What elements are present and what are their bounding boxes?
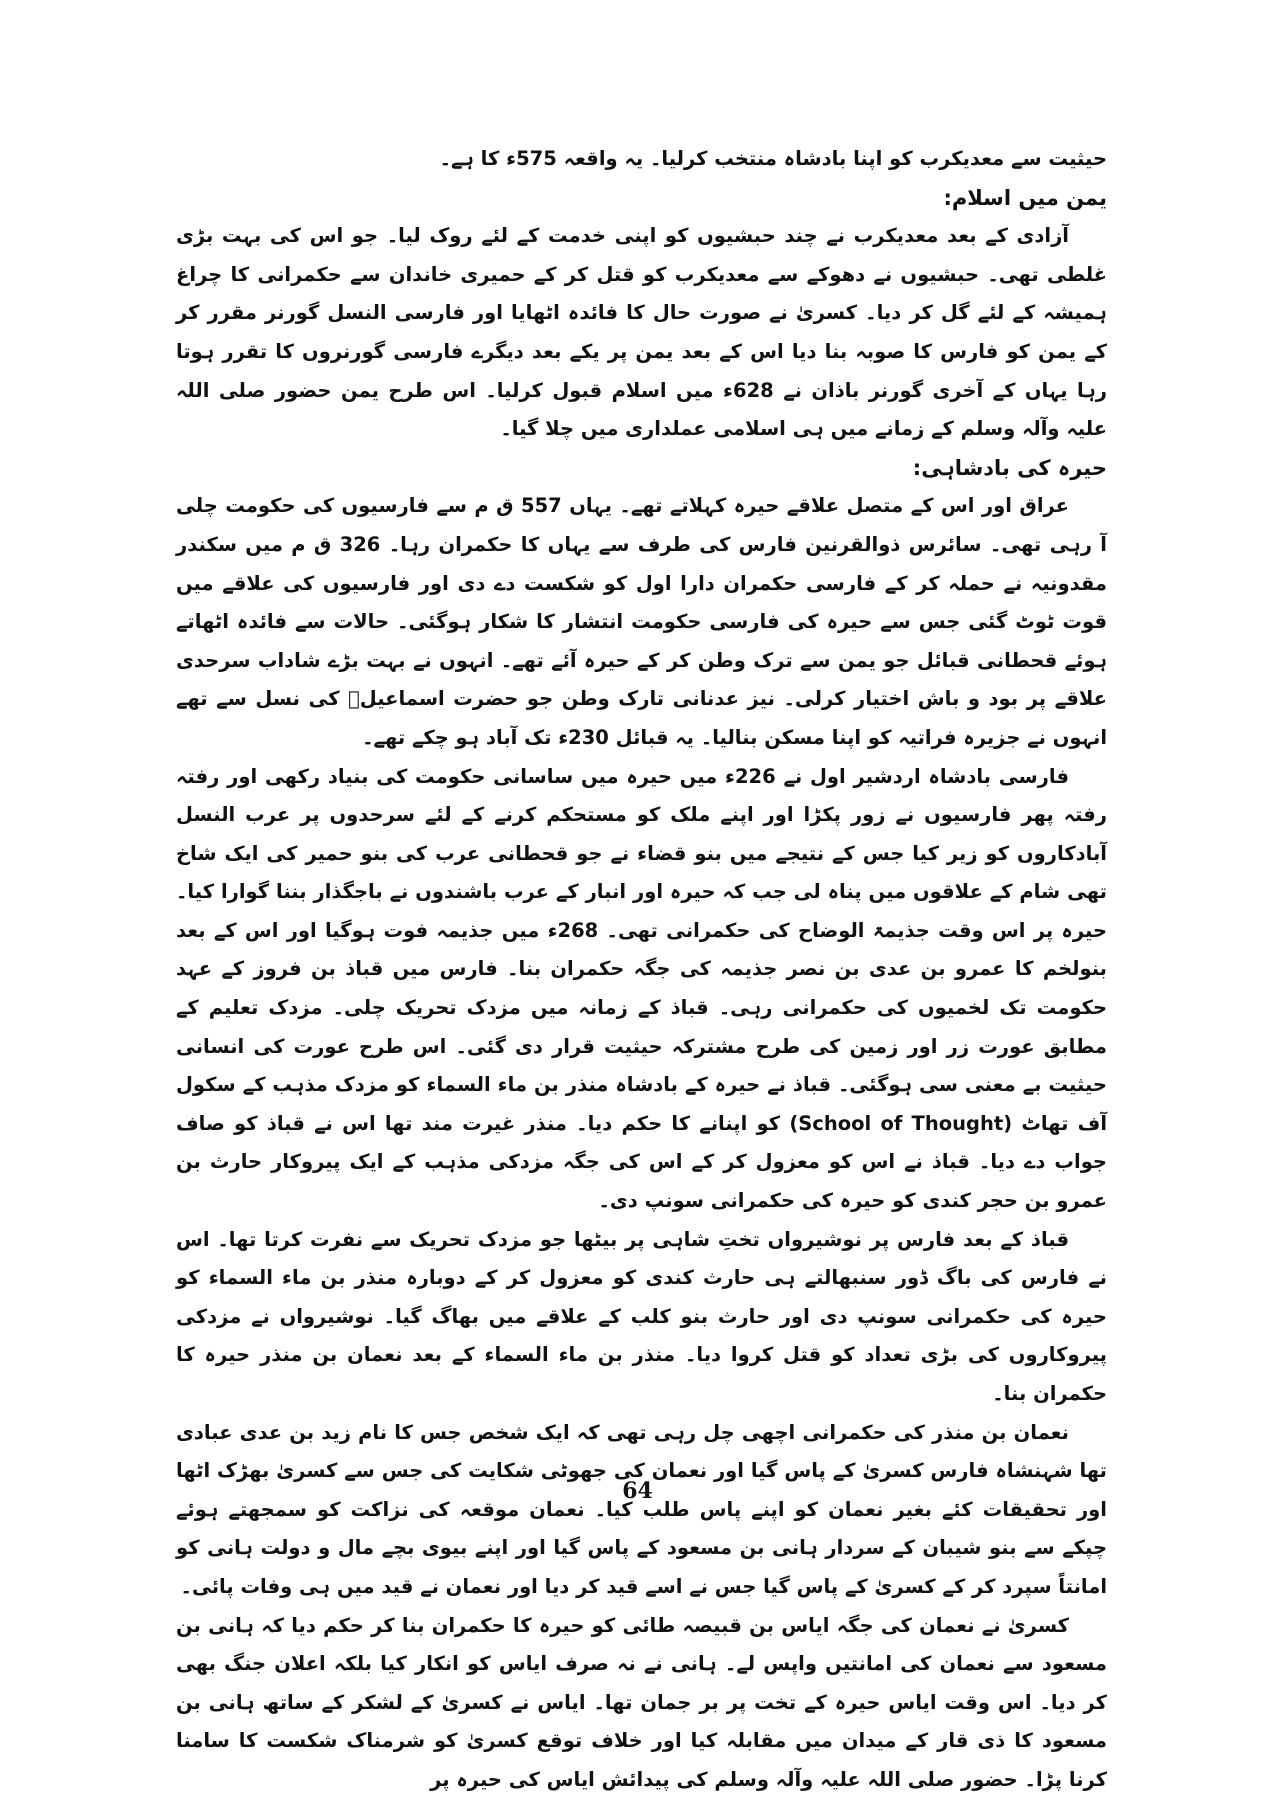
paragraph-iyas: کسریٰ نے نعمان کی جگہ ایاس بن قبیصہ طائی کو حیرہ کا حکمران بنا کر حکم دیا کہ ہانی بن مسعود سے نعمان کی امانتیں واپس لے۔ ہانی نے نہ صرف ایاس کو انکار کیا بلکہ اعلان جنگ بھی کر دیا۔ اس وقت ایاس حیرہ کے تخت پر بر جمان تھا۔ ایاس نے کسریٰ کے لشکر کے ساتھ ہانی بن مسعود کا ذی قار کے میدان میں مقابلہ کیا اور خلاف توقع کسریٰ کو شرمناک شکست کا سامنا کرنا پڑا۔ حضور صلی اللہ علیہ وآلہ وسلم کی پیدائش ایاس کی حیرہ پر [176,1613,1107,1791]
section-heading-hira-kingdom: حیرہ کی بادشاہی: [912,455,1107,480]
section-heading-yemen-islam: یمن میں اسلام: [943,185,1107,210]
paragraph-nushirwan: قباذ کے بعد فارس پر نوشیرواں تختِ شاہی پر بیٹھا جو مزدک تحریک سے نفرت کرتا تھا۔ اس نے فارس کی باگ ڈور سنبھالتے ہی حارث کندی کو معزول کر کے دوبارہ منذر بن ماء السماء کو حیرہ کی حکمرانی سونپ دی اور حارث بنو کلب کے علاقے میں بھاگ گیا۔ نوشیرواں نے مزدکی پیروکاروں کی بڑی تعداد کو قتل کروا دیا۔ منذر بن ماء السماء کے بعد نعمان بن منذر حیرہ کا حکمران بنا۔ [176,1227,1107,1405]
paragraph-numan: نعمان بن منذر کی حکمرانی اچھی چل رہی تھی کہ ایک شخص جس کا نام زید بن عدی عبادی تھا شہنشاہ فارس کسریٰ کے پاس گیا اور نعمان کی جھوٹی شکایت کی جس سے کسریٰ بھڑک اٹھا اور تحقیقات کئے بغیر نعمان کو اپنے پاس طلب کیا۔ نعمان موقعہ کی نزاکت کو سمجھتے ہوئے چپکے سے بنو شیبان کے سردار ہانی بن مسعود کے پاس گیا اور اپنے بیوی بچے مال و دولت ہانی کو امانتاً سپرد کر کے کسریٰ کے پاس گیا جس نے اسے قید کر دیا اور نعمان نے قید میں ہی وفات پائی۔ [176,1420,1107,1598]
paragraph-yemen: آزادی کے بعد معدیکرب نے چند حبشیوں کو اپنی خدمت کے لئے روک لیا۔ جو اس کی بہت بڑی غلطی تھی۔ حبشیوں نے دھوکے سے معدیکرب کو قتل کر کے حمیری خاندان سے حکمرانی کا چراغ ہمیشہ کے لئے گل کر دیا۔ کسریٰ نے صورت حال کا فائدہ اٹھایا اور فارسی النسل گورنر مقرر کر کے یمن کو فارس کا صوبہ بنا دیا اس کے بعد یمن پر یکے بعد دیگرے فارسی گورنروں کا تقرر ہوتا رہا یہاں کے آخری گورنر باذان نے 628ء میں اسلام قبول کرلیا۔ اس طرح یمن حضور صلی اللہ علیہ وآلہ وسلم کے زمانے میں ہی اسلامی عملداری میں چلا گیا۔ [176,224,1108,441]
page-body [176,140,1107,1800]
paragraph-ardashir: فارسی بادشاہ اردشیر اول نے 226ء میں حیرہ میں ساسانی حکومت کی بنیاد رکھی اور رفتہ رفتہ پھر فارسیوں نے زور پکڑا اور اپنے ملک کو مستحکم کرنے کے لئے سرحدوں پر عرب النسل آبادکاروں کو زیر کیا جس کے نتیجے میں بنو قضاء نے جو قحطانی عرب کی بنو حمیر کی ایک شاخ تھی شام کے علاقوں میں پناہ لی جب کہ حیرہ اور انبار کے عرب باشندوں نے باجگذار بننا گوارا کیا۔ حیرہ پر اس وقت جذیمۃ الوضاح کی حکمرانی تھی۔ 268ء میں جذیمہ فوت ہوگیا اور اس کے بعد بنولخم کا عمرو بن عدی بن نصر جذیمہ کی جگہ حکمران بنا۔ فارس میں قباذ بن فروز کے عہد حکومت تک لخمیوں کی حکمرانی رہی۔ قباذ کے زمانہ میں مزدک تحریک چلی۔ مزدک تعلیم کے مطابق عورت زر اور زمین کی طرح مشترکہ حیثیت قرار دی گئی۔ اس طرح عورت کی انسانی حیثیت بے معنی سی ہوگئی۔ قباذ نے حیرہ کے بادشاہ منذر بن ماء السماء کو مزدک مذہب کے سکول آف تھاٹ (School of Thought) کو اپنانے کا حکم دیا۔ منذر غیرت مند تھا اس نے قباذ کو صاف جواب دے دیا۔ قباذ نے اس کو معزول کر کے اس کی جگہ مزدکی مذہب کے ایک پیروکار حارث بن عمرو بن حجر کندی کو حیرہ کی حکمرانی سونپ دی۔ [176,764,1108,1213]
opening-paragraph: حیثیت سے معدیکرب کو اپنا بادشاہ منتخب کرلیا۔ یہ واقعہ 575ء کا ہے۔ [439,147,1107,170]
paragraph-hira-history: عراق اور اس کے متصل علاقے حیرہ کہلاتے تھے۔ یہاں 557 ق م سے فارسیوں کی حکومت چلی آ رہی تھی۔ سائرس ذوالقرنین فارس کی طرف سے یہاں کا حکمران رہا۔ 326 ق م میں سکندر مقدونیہ نے حملہ کر کے فارسی حکمران دارا اول کو شکست دے دی اور فارسیوں کی علاقے میں قوت ٹوٹ گئی جس سے حیرہ کی فارسی حکومت انتشار کا شکار ہوگئی۔ حالات سے فائدہ اٹھاتے ہوئے قحطانی قبائل جو یمن سے ترک وطن کر کے حیرہ آئے تھے۔ انہوں نے بہت بڑے شاداب سرحدی علاقے پر بود و باش اختیار کرلی۔ نیز عدنانی تارک وطن جو حضرت اسماعیلؑ کی نسل سے تھے انہوں نے جزیرہ فراتیہ کو اپنا مسکن بنالیا۔ یہ قبائل 230ء تک آباد ہو چکے تھے۔ [176,494,1107,749]
page-number: 64 [622,1478,653,1504]
